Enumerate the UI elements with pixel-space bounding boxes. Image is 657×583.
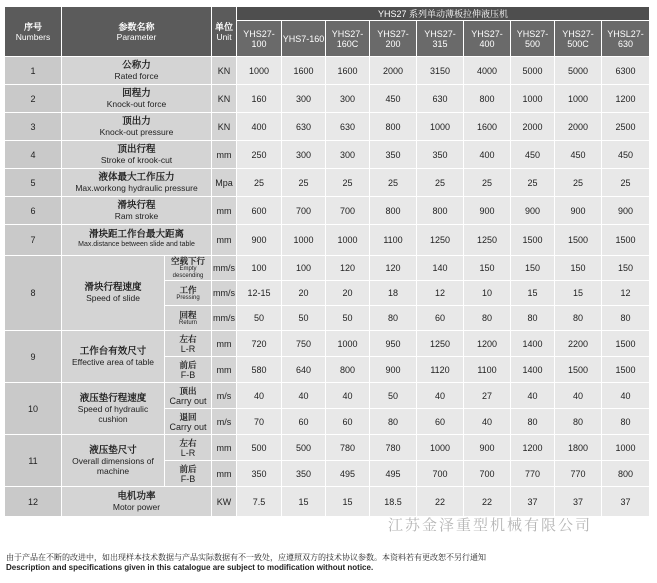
value-cell: 27 xyxy=(464,383,511,409)
row-parameter: 电机功率 Motor power xyxy=(62,487,212,517)
table-row xyxy=(5,197,650,225)
value-cell: 2500 xyxy=(602,113,650,141)
value-cell: 80 xyxy=(370,409,417,435)
value-cell: 40 xyxy=(417,383,464,409)
value-cell: 900 xyxy=(464,197,511,225)
value-cell: 250 xyxy=(237,141,282,169)
row-number: 12 xyxy=(5,487,62,517)
value-cell: 15 xyxy=(511,281,555,306)
value-cell: 37 xyxy=(602,487,650,517)
value-cell: 1800 xyxy=(555,435,602,461)
footer-note xyxy=(6,553,646,573)
value-cell: 350 xyxy=(370,141,417,169)
value-cell: 120 xyxy=(370,256,417,281)
value-cell: 6300 xyxy=(602,57,650,85)
model-header: YHS7-160 xyxy=(282,21,326,57)
value-cell: 300 xyxy=(282,85,326,113)
value-cell: 80 xyxy=(555,306,602,331)
row-unit: mm xyxy=(212,357,237,383)
value-cell: 60 xyxy=(282,409,326,435)
value-cell: 1500 xyxy=(555,225,602,256)
value-cell: 25 xyxy=(602,169,650,197)
value-cell: 1000 xyxy=(511,85,555,113)
value-cell: 1200 xyxy=(464,331,511,357)
sub-parameter: 前后 F-B xyxy=(165,357,212,383)
row-number: 7 xyxy=(5,225,62,256)
value-cell: 5000 xyxy=(555,57,602,85)
row-number: 8 xyxy=(5,256,62,331)
header-parameter: 参数名称 Parameter xyxy=(62,7,212,57)
value-cell: 780 xyxy=(326,435,370,461)
value-cell: 1500 xyxy=(555,357,602,383)
value-cell: 1600 xyxy=(326,57,370,85)
value-cell: 25 xyxy=(237,169,282,197)
value-cell: 150 xyxy=(464,256,511,281)
value-cell: 1250 xyxy=(464,225,511,256)
value-cell: 750 xyxy=(282,331,326,357)
value-cell: 25 xyxy=(370,169,417,197)
value-cell: 40 xyxy=(282,383,326,409)
row-number: 2 xyxy=(5,85,62,113)
row-parameter: 滑块行程速度 Speed of slide xyxy=(62,256,165,331)
sub-parameter: 工作 Pressing xyxy=(165,281,212,306)
value-cell: 40 xyxy=(326,383,370,409)
value-cell: 1200 xyxy=(511,435,555,461)
value-cell: 50 xyxy=(237,306,282,331)
value-cell: 1600 xyxy=(282,57,326,85)
value-cell: 900 xyxy=(602,197,650,225)
table-row xyxy=(5,383,650,409)
row-number: 3 xyxy=(5,113,62,141)
value-cell: 450 xyxy=(511,141,555,169)
row-unit: KN xyxy=(212,113,237,141)
table-row xyxy=(5,141,650,169)
value-cell: 1200 xyxy=(602,85,650,113)
value-cell: 1100 xyxy=(464,357,511,383)
value-cell: 60 xyxy=(417,306,464,331)
table-row xyxy=(5,435,650,461)
model-header: YHS27-100 xyxy=(237,21,282,57)
value-cell: 900 xyxy=(464,435,511,461)
sub-parameter: 退回 Carry out xyxy=(165,409,212,435)
row-unit: mm/s xyxy=(212,306,237,331)
value-cell: 25 xyxy=(282,169,326,197)
header-unit: 单位 Unit xyxy=(212,7,237,57)
value-cell: 1120 xyxy=(417,357,464,383)
value-cell: 25 xyxy=(555,169,602,197)
value-cell: 800 xyxy=(464,85,511,113)
value-cell: 80 xyxy=(370,306,417,331)
value-cell: 1000 xyxy=(326,225,370,256)
value-cell: 450 xyxy=(555,141,602,169)
row-unit: KN xyxy=(212,57,237,85)
value-cell: 900 xyxy=(370,357,417,383)
row-number: 10 xyxy=(5,383,62,435)
value-cell: 770 xyxy=(555,461,602,487)
row-unit: mm/s xyxy=(212,256,237,281)
value-cell: 100 xyxy=(282,256,326,281)
value-cell: 5000 xyxy=(511,57,555,85)
value-cell: 900 xyxy=(511,197,555,225)
value-cell: 10 xyxy=(464,281,511,306)
row-number: 6 xyxy=(5,197,62,225)
value-cell: 500 xyxy=(237,435,282,461)
value-cell: 400 xyxy=(464,141,511,169)
value-cell: 450 xyxy=(370,85,417,113)
row-number: 5 xyxy=(5,169,62,197)
model-header: YHSL27-630 xyxy=(602,21,650,57)
value-cell: 80 xyxy=(464,306,511,331)
row-parameter: 液压垫尺寸 Overall dimensions of machine xyxy=(62,435,165,487)
value-cell: 600 xyxy=(237,197,282,225)
row-number: 4 xyxy=(5,141,62,169)
value-cell: 2000 xyxy=(370,57,417,85)
value-cell: 800 xyxy=(370,197,417,225)
value-cell: 1500 xyxy=(511,225,555,256)
row-unit: KW xyxy=(212,487,237,517)
value-cell: 1500 xyxy=(602,357,650,383)
table-row xyxy=(5,331,650,357)
value-cell: 70 xyxy=(237,409,282,435)
value-cell: 40 xyxy=(237,383,282,409)
value-cell: 1000 xyxy=(417,113,464,141)
value-cell: 800 xyxy=(602,461,650,487)
value-cell: 2000 xyxy=(511,113,555,141)
value-cell: 780 xyxy=(370,435,417,461)
sub-parameter: 空载下行 Empty descending xyxy=(165,256,212,281)
value-cell: 1400 xyxy=(511,331,555,357)
row-number: 9 xyxy=(5,331,62,383)
value-cell: 700 xyxy=(282,197,326,225)
value-cell: 800 xyxy=(326,357,370,383)
value-cell: 1000 xyxy=(602,435,650,461)
row-number: 11 xyxy=(5,435,62,487)
row-unit: KN xyxy=(212,85,237,113)
value-cell: 37 xyxy=(555,487,602,517)
value-cell: 495 xyxy=(370,461,417,487)
value-cell: 1500 xyxy=(602,331,650,357)
value-cell: 350 xyxy=(282,461,326,487)
row-parameter: 滑块行程 Ram stroke xyxy=(62,197,212,225)
sub-parameter: 左右 L-R xyxy=(165,331,212,357)
sub-parameter: 前后 F-B xyxy=(165,461,212,487)
value-cell: 150 xyxy=(602,256,650,281)
row-unit: mm xyxy=(212,461,237,487)
value-cell: 950 xyxy=(370,331,417,357)
value-cell: 3150 xyxy=(417,57,464,85)
value-cell: 580 xyxy=(237,357,282,383)
value-cell: 900 xyxy=(555,197,602,225)
value-cell: 80 xyxy=(602,409,650,435)
value-cell: 1000 xyxy=(237,57,282,85)
value-cell: 720 xyxy=(237,331,282,357)
row-unit: mm xyxy=(212,225,237,256)
value-cell: 20 xyxy=(282,281,326,306)
value-cell: 20 xyxy=(326,281,370,306)
value-cell: 40 xyxy=(511,383,555,409)
row-unit: m/s xyxy=(212,409,237,435)
value-cell: 2200 xyxy=(555,331,602,357)
value-cell: 22 xyxy=(464,487,511,517)
value-cell: 1250 xyxy=(417,225,464,256)
footer-note-en: Description and specifications given in this catalogue are subject to modification without notice. xyxy=(6,563,374,572)
table-row xyxy=(5,113,650,141)
row-unit: mm xyxy=(212,435,237,461)
table-row xyxy=(5,256,650,281)
value-cell: 495 xyxy=(326,461,370,487)
value-cell: 1000 xyxy=(555,85,602,113)
value-cell: 120 xyxy=(326,256,370,281)
table-row xyxy=(5,85,650,113)
value-cell: 100 xyxy=(237,256,282,281)
value-cell: 40 xyxy=(464,409,511,435)
value-cell: 50 xyxy=(370,383,417,409)
row-unit: mm xyxy=(212,141,237,169)
row-parameter: 液体最大工作压力 Max.workong hydraulic pressure xyxy=(62,169,212,197)
value-cell: 50 xyxy=(326,306,370,331)
value-cell: 150 xyxy=(555,256,602,281)
value-cell: 7.5 xyxy=(237,487,282,517)
table-row xyxy=(5,57,650,85)
value-cell: 350 xyxy=(417,141,464,169)
sub-parameter: 回程 Return xyxy=(165,306,212,331)
value-cell: 140 xyxy=(417,256,464,281)
value-cell: 450 xyxy=(602,141,650,169)
model-header: YHS27-200 xyxy=(370,21,417,57)
series-title: YHS27 系列单动薄板拉伸液压机 xyxy=(237,7,650,21)
value-cell: 15 xyxy=(282,487,326,517)
value-cell: 1500 xyxy=(602,225,650,256)
row-unit: mm xyxy=(212,197,237,225)
value-cell: 12-15 xyxy=(237,281,282,306)
spec-table xyxy=(4,6,650,517)
row-unit: mm xyxy=(212,331,237,357)
value-cell: 400 xyxy=(237,113,282,141)
value-cell: 4000 xyxy=(464,57,511,85)
value-cell: 12 xyxy=(417,281,464,306)
value-cell: 50 xyxy=(282,306,326,331)
value-cell: 22 xyxy=(417,487,464,517)
value-cell: 1000 xyxy=(417,435,464,461)
model-header: YHS27-400 xyxy=(464,21,511,57)
value-cell: 300 xyxy=(282,141,326,169)
row-unit: m/s xyxy=(212,383,237,409)
value-cell: 1000 xyxy=(326,331,370,357)
model-header: YHS27-160C xyxy=(326,21,370,57)
value-cell: 630 xyxy=(326,113,370,141)
value-cell: 640 xyxy=(282,357,326,383)
row-unit: mm/s xyxy=(212,281,237,306)
value-cell: 630 xyxy=(417,85,464,113)
value-cell: 1100 xyxy=(370,225,417,256)
value-cell: 80 xyxy=(602,306,650,331)
value-cell: 37 xyxy=(511,487,555,517)
row-parameter: 公称力 Rated force xyxy=(62,57,212,85)
value-cell: 80 xyxy=(555,409,602,435)
model-header: YHS27-500 xyxy=(511,21,555,57)
value-cell: 800 xyxy=(370,113,417,141)
value-cell: 150 xyxy=(511,256,555,281)
value-cell: 18.5 xyxy=(370,487,417,517)
value-cell: 630 xyxy=(282,113,326,141)
value-cell: 25 xyxy=(417,169,464,197)
value-cell: 15 xyxy=(326,487,370,517)
model-header: YHS27-315 xyxy=(417,21,464,57)
value-cell: 1400 xyxy=(511,357,555,383)
value-cell: 40 xyxy=(555,383,602,409)
table-row xyxy=(5,225,650,256)
value-cell: 160 xyxy=(237,85,282,113)
value-cell: 1000 xyxy=(282,225,326,256)
value-cell: 60 xyxy=(417,409,464,435)
value-cell: 700 xyxy=(326,197,370,225)
row-parameter: 顶出行程 Stroke of krook-cut xyxy=(62,141,212,169)
header-number: 序号 Numbers xyxy=(5,7,62,57)
value-cell: 80 xyxy=(511,409,555,435)
value-cell: 800 xyxy=(417,197,464,225)
value-cell: 40 xyxy=(602,383,650,409)
table-row xyxy=(5,487,650,517)
table-row xyxy=(5,169,650,197)
value-cell: 500 xyxy=(282,435,326,461)
value-cell: 12 xyxy=(602,281,650,306)
value-cell: 300 xyxy=(326,141,370,169)
sub-parameter: 左右 L-R xyxy=(165,435,212,461)
value-cell: 80 xyxy=(511,306,555,331)
model-header: YHS27-500C xyxy=(555,21,602,57)
value-cell: 60 xyxy=(326,409,370,435)
value-cell: 25 xyxy=(326,169,370,197)
value-cell: 700 xyxy=(417,461,464,487)
row-parameter: 顶出力 Knock-out pressure xyxy=(62,113,212,141)
value-cell: 350 xyxy=(237,461,282,487)
row-unit: Mpa xyxy=(212,169,237,197)
value-cell: 300 xyxy=(326,85,370,113)
row-parameter: 工作台有效尺寸 Effective area of table xyxy=(62,331,165,383)
value-cell: 15 xyxy=(555,281,602,306)
footer-note-cn: 由于产品在不断的改进中，如出现样本技术数据与产品实际数据有不一致处，应遵照双方的技术协议参数。本资料若有更改恕不另行通知 xyxy=(6,553,486,562)
value-cell: 770 xyxy=(511,461,555,487)
row-parameter: 滑块距工作台最大距离 Max.distance between slide and table xyxy=(62,225,212,256)
row-number: 1 xyxy=(5,57,62,85)
value-cell: 700 xyxy=(464,461,511,487)
value-cell: 25 xyxy=(511,169,555,197)
company-watermark: 江苏金泽重型机械有限公司 xyxy=(388,517,593,534)
value-cell: 900 xyxy=(237,225,282,256)
value-cell: 2000 xyxy=(555,113,602,141)
value-cell: 1600 xyxy=(464,113,511,141)
value-cell: 1250 xyxy=(417,331,464,357)
row-parameter: 液压垫行程速度 Speed of hydraulic cushion xyxy=(62,383,165,435)
row-parameter: 回程力 Knock-out force xyxy=(62,85,212,113)
value-cell: 18 xyxy=(370,281,417,306)
value-cell: 25 xyxy=(464,169,511,197)
sub-parameter: 顶出 Carry out xyxy=(165,383,212,409)
